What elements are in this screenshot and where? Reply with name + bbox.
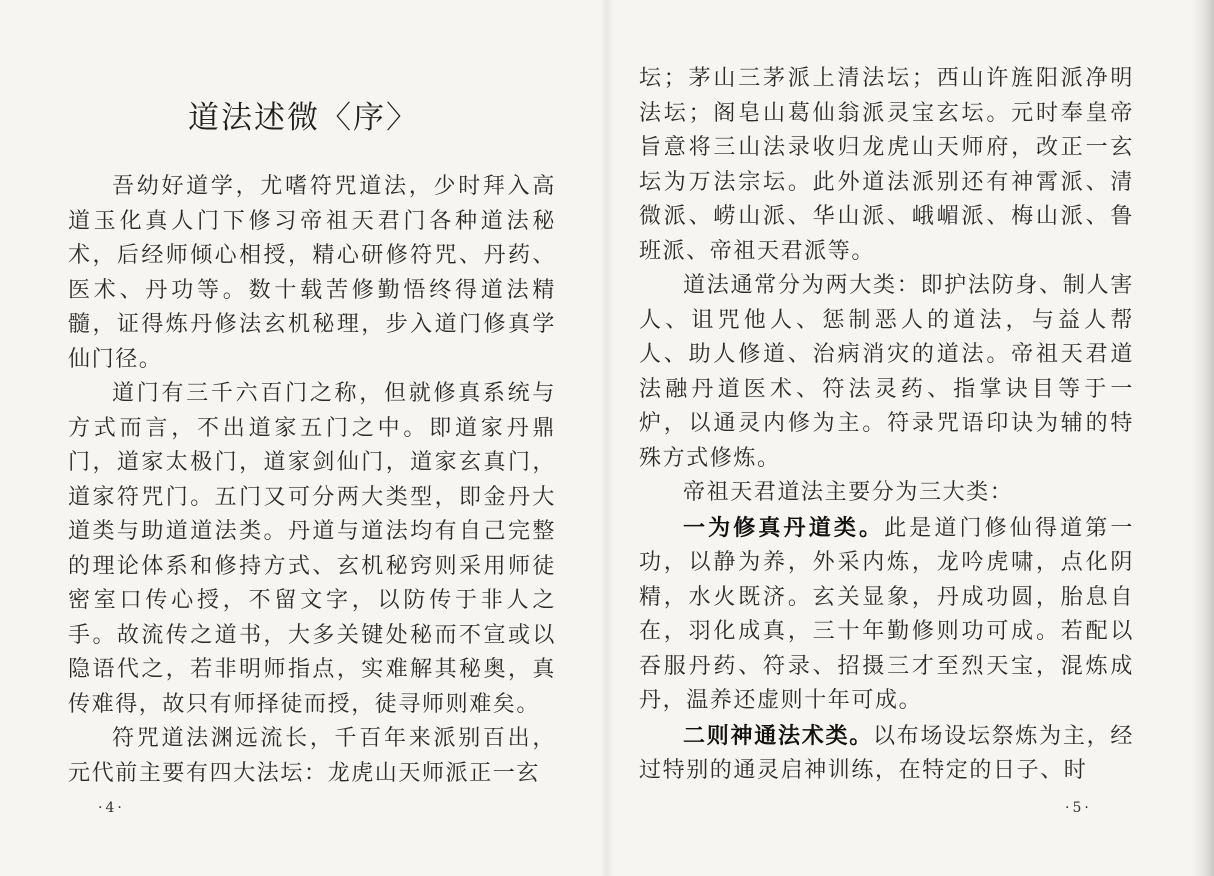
- chapter-title: 道法述微〈序〉: [188, 100, 419, 136]
- page-edge-shadow: [1192, 0, 1214, 876]
- paragraph: 符咒道法渊远流长，千百年来派别百出，元代前主要有四大法坛：龙虎山天师派正一玄: [68, 726, 556, 786]
- left-page-body: [68, 170, 556, 791]
- paragraph: 吾幼好道学，尤嗜符咒道法，少时拜入高道玉化真人门下修习帝祖天君门各种道法秘术，后经师倾心相授，精心研修符咒、丹药、医术、丹功等。数十载苦修勤悟终得道法精髓，证得炼丹修法玄机秘理，步入道门修真学仙门径。: [68, 174, 556, 372]
- paragraph: 道门有三千六百门之称，但就修真系统与方式而言，不出道家五门之中。即道家丹鼎门，道家太极门，道家剑仙门，道家玄真门，道家符咒门。五门又可分两大类型，即金丹大道类与助道道法类。丹道与道法均有自己完整的理论体系和修持方式、玄机秘窍则采用师徒密室口传心授，不留文字，以防传于非人之手。故流传之道书，大多关键处秘而不宣或以隐语代之，若非明师指点，实难解其秘奥，真传难得，故只有师择徒而授，徒寻师则难矣。: [68, 381, 556, 717]
- list-item-magic: [639, 719, 1134, 789]
- paragraph: 帝祖天君道法主要分为三大类：: [683, 480, 1014, 505]
- paragraph-continued: 坛；茅山三茅派上清法坛；西山许旌阳派净明法坛；阁皂山葛仙翁派灵宝玄坛。元时奉皇帝旨意将三山法录收归龙虎山天师府，改正一玄坛为万法宗坛。此外道法派别还有神霄派、清微派、崂山派、华山派、峨嵋派、梅山派、鲁班派、帝祖天君派等。: [639, 66, 1134, 264]
- paragraph: 道法通常分为两大类：即护法防身、制人害人、诅咒他人、惩制恶人的道法，与益人帮人、助人修道、治病消灾的道法。帝祖天君道法融丹道医术、符法灵药、指掌诀目等于一炉，以通灵内修为主。符录咒语印诀为辅的特殊方式修炼。: [639, 273, 1134, 471]
- page-number: ·4·: [98, 800, 125, 816]
- item-heading: 二则神通法术类。: [683, 722, 873, 749]
- item-body: 以布场设坛祭炼为主，经过特别的通灵启神训练，在特定的日子、时: [639, 723, 1134, 783]
- item-body: 此是道门修仙得道第一功，以静为养，外采内炼，龙吟虎啸，点化阴精，水火既济。玄关显象，丹成功圆，胎息自在，羽化成真，三十年勤修则功可成。若配以吞服丹药、符录、招摄三才至烈天宝，混炼成丹，温养还虚则十年可成。: [639, 515, 1134, 713]
- right-page: [607, 0, 1214, 876]
- page-number: ·5·: [1065, 800, 1092, 816]
- item-heading: 一为修真丹道类。: [683, 514, 885, 541]
- list-item-cultivation: [639, 511, 1134, 719]
- right-page-body: [639, 62, 1134, 789]
